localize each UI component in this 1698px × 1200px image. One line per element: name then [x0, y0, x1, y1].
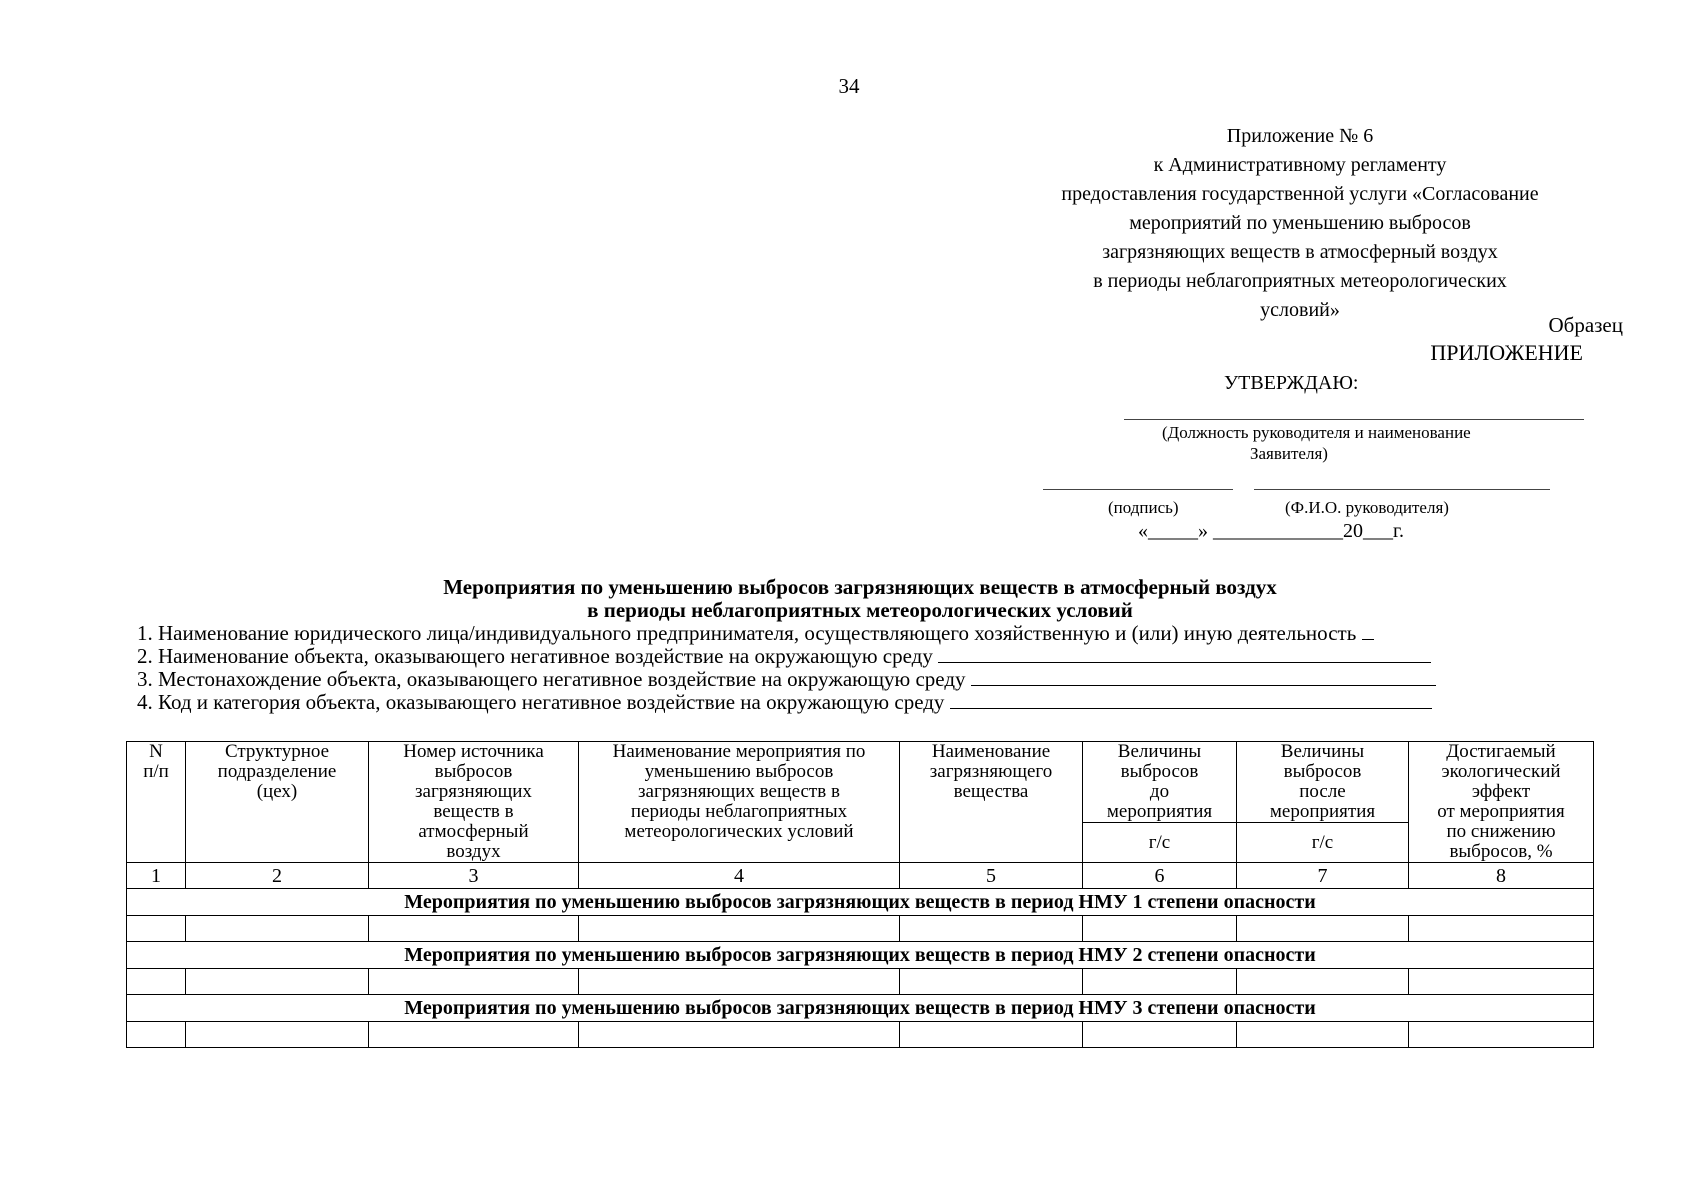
field-label: 3. Местонахождение объекта, оказывающего негативное воздействие на окружающую среду	[137, 667, 966, 691]
section-title-nmu-3: Мероприятия по уменьшению выбросов загрязняющих веществ в период НМУ 3 степени опасности	[127, 995, 1594, 1022]
column-header-after: Величины выбросов после мероприятия	[1237, 742, 1409, 823]
column-header-effect: Достигаемый экологический эффект от мероприятия по снижению выбросов, %	[1409, 742, 1594, 863]
table-cell[interactable]	[1409, 1022, 1594, 1048]
unit-after: г/с	[1237, 823, 1409, 863]
field-fill-line[interactable]	[971, 667, 1436, 686]
table-cell[interactable]	[900, 916, 1083, 942]
table-cell[interactable]	[186, 969, 369, 995]
table-row	[127, 1022, 1594, 1048]
approval-heading: УТВЕРЖДАЮ:	[1224, 372, 1359, 394]
column-header-substance: Наименование загрязняющего вещества	[900, 742, 1083, 863]
section-title-nmu-1: Мероприятия по уменьшению выбросов загрязняющих веществ в период НМУ 1 степени опасности	[127, 889, 1594, 916]
document-title: Мероприятия по уменьшению выбросов загрязняющих веществ в атмосферный воздух	[443, 575, 1277, 599]
table-row	[127, 969, 1594, 995]
appendix-line: к Административному регламенту	[1153, 154, 1447, 176]
name-caption: (Ф.И.О. руководителя)	[1285, 498, 1449, 517]
column-number: 3	[369, 863, 579, 889]
unit-before: г/с	[1083, 823, 1237, 863]
document-subtitle: в периоды неблагоприятных метеорологических условий	[587, 598, 1133, 622]
appendix-label: ПРИЛОЖЕНИЕ	[1430, 340, 1583, 365]
table-cell[interactable]	[900, 969, 1083, 995]
field-object-name	[137, 644, 1431, 669]
table-cell[interactable]	[579, 1022, 900, 1048]
table-cell[interactable]	[579, 969, 900, 995]
field-fill-line[interactable]	[938, 644, 1431, 663]
table-cell[interactable]	[127, 1022, 186, 1048]
table-cell[interactable]	[369, 969, 579, 995]
section-row	[127, 889, 1594, 916]
column-number: 5	[900, 863, 1083, 889]
appendix-line: в периоды неблагоприятных метеорологических	[1093, 270, 1507, 292]
section-row	[127, 995, 1594, 1022]
column-number: 4	[579, 863, 900, 889]
table-cell[interactable]	[186, 916, 369, 942]
appendix-line: условий»	[1260, 299, 1340, 321]
position-line	[1124, 419, 1584, 420]
appendix-line: предоставления государственной услуги «Согласование	[1061, 183, 1539, 205]
section-row	[127, 942, 1594, 969]
signature-caption: (подпись)	[1108, 498, 1179, 517]
field-fill-line[interactable]	[950, 690, 1432, 709]
table-cell[interactable]	[1083, 969, 1237, 995]
field-label: 2. Наименование объекта, оказывающего негативное воздействие на окружающую среду	[137, 644, 933, 668]
table-cell[interactable]	[127, 969, 186, 995]
field-label: 4. Код и категория объекта, оказывающего негативное воздействие на окружающую среду	[137, 690, 945, 714]
column-number: 2	[186, 863, 369, 889]
measures-table	[126, 741, 1594, 1048]
column-header-before: Величины выбросов до мероприятия	[1083, 742, 1237, 823]
table-cell[interactable]	[369, 1022, 579, 1048]
section-title-nmu-2: Мероприятия по уменьшению выбросов загрязняющих веществ в период НМУ 2 степени опасности	[127, 942, 1594, 969]
sample-label: Образец	[1548, 313, 1623, 337]
table-cell[interactable]	[579, 916, 900, 942]
field-label: 1. Наименование юридического лица/индивидуального предпринимателя, осуществляющего хозяйственную и (или) иную деятельность	[137, 621, 1357, 645]
table-cell[interactable]	[1083, 916, 1237, 942]
appendix-reference	[1000, 122, 1600, 325]
column-header-number: N п/п	[127, 742, 186, 863]
table-cell[interactable]	[1237, 916, 1409, 942]
table-cell[interactable]	[369, 916, 579, 942]
table-cell[interactable]	[1237, 1022, 1409, 1048]
field-object-location	[137, 667, 1436, 692]
page-number: 34	[838, 74, 860, 98]
table-row	[127, 916, 1594, 942]
appendix-line: мероприятий по уменьшению выбросов	[1129, 212, 1471, 234]
date-line: «_____» _____________20___г.	[1138, 520, 1404, 542]
field-legal-entity	[137, 621, 1374, 646]
column-number: 7	[1237, 863, 1409, 889]
column-header-source: Номер источника выбросов загрязняющих веществ в атмосферный воздух	[369, 742, 579, 863]
applicant-caption: Заявителя)	[1250, 444, 1328, 463]
table-cell[interactable]	[1083, 1022, 1237, 1048]
column-number: 8	[1409, 863, 1594, 889]
table-cell[interactable]	[1409, 916, 1594, 942]
field-fill-line[interactable]	[1362, 621, 1374, 640]
appendix-line: загрязняющих веществ в атмосферный воздух	[1102, 241, 1498, 263]
table-cell[interactable]	[127, 916, 186, 942]
name-line	[1254, 489, 1550, 490]
position-caption: (Должность руководителя и наименование	[1162, 423, 1471, 442]
column-number-row	[127, 863, 1594, 889]
column-number: 6	[1083, 863, 1237, 889]
table-cell[interactable]	[1237, 969, 1409, 995]
appendix-line: Приложение № 6	[1226, 125, 1374, 147]
column-header-subdivision: Структурное подразделение (цех)	[186, 742, 369, 863]
table-header-row	[127, 742, 1594, 823]
table-cell[interactable]	[186, 1022, 369, 1048]
column-number: 1	[127, 863, 186, 889]
signature-line	[1043, 489, 1233, 490]
field-object-code	[137, 690, 1432, 715]
column-header-measure: Наименование мероприятия по уменьшению выбросов загрязняющих веществ в периоды неблагоприятных метеорологических условий	[579, 742, 900, 863]
table-cell[interactable]	[1409, 969, 1594, 995]
table-cell[interactable]	[900, 1022, 1083, 1048]
